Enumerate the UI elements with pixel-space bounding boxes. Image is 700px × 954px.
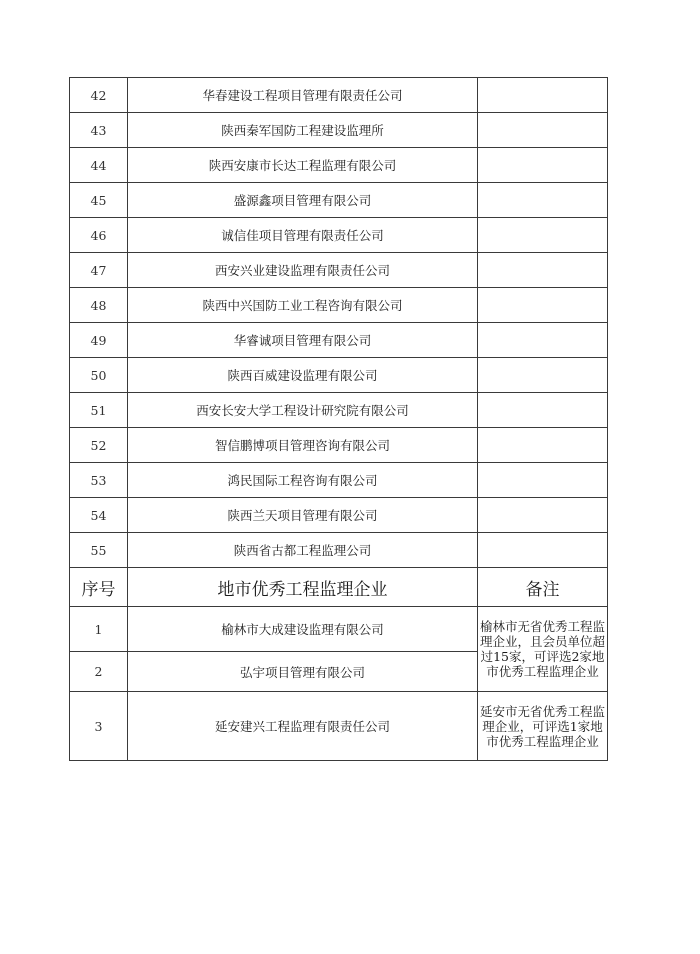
row-remark [478, 253, 608, 288]
company-name: 陕西省古都工程监理公司 [128, 533, 478, 568]
row-number: 47 [70, 253, 128, 288]
row-remark [478, 183, 608, 218]
table-row [70, 78, 608, 113]
table-row [70, 253, 608, 288]
row-remark [478, 288, 608, 323]
company-name: 华春建设工程项目管理有限责任公司 [128, 78, 478, 113]
row-number: 44 [70, 148, 128, 183]
table-row [70, 323, 608, 358]
table-row [70, 113, 608, 148]
table-row [70, 288, 608, 323]
table-row [70, 533, 608, 568]
header-serial-number: 序号 [70, 568, 128, 607]
table-row [70, 218, 608, 253]
table-row [70, 607, 608, 652]
company-name: 陕西中兴国防工业工程咨询有限公司 [128, 288, 478, 323]
company-name: 西安兴业建设监理有限责任公司 [128, 253, 478, 288]
row-number: 43 [70, 113, 128, 148]
row-remark [478, 498, 608, 533]
company-name: 陕西秦军国防工程建设监理所 [128, 113, 478, 148]
row-remark [478, 358, 608, 393]
row-remark [478, 463, 608, 498]
company-name: 陕西百威建设监理有限公司 [128, 358, 478, 393]
table-row [70, 183, 608, 218]
row-number: 54 [70, 498, 128, 533]
table-row [70, 393, 608, 428]
table-row [70, 463, 608, 498]
row-number: 46 [70, 218, 128, 253]
company-name: 延安建兴工程监理有限责任公司 [128, 692, 478, 761]
yanan-note: 延安市无省优秀工程监理企业，可评选1家地市优秀工程监理企业 [478, 692, 608, 761]
row-number: 51 [70, 393, 128, 428]
row-remark [478, 393, 608, 428]
company-name: 智信鹏博项目管理咨询有限公司 [128, 428, 478, 463]
company-name: 陕西安康市长达工程监理有限公司 [128, 148, 478, 183]
section-header-row [70, 568, 608, 607]
table-row [70, 358, 608, 393]
row-remark [478, 533, 608, 568]
row-number: 49 [70, 323, 128, 358]
row-number: 3 [70, 692, 128, 761]
yulin-note: 榆林市无省优秀工程监理企业，且会员单位超过15家，可评选2家地市优秀工程监理企业 [478, 607, 608, 692]
row-number: 42 [70, 78, 128, 113]
company-name: 盛源鑫项目管理有限公司 [128, 183, 478, 218]
table-row [70, 148, 608, 183]
company-name: 西安长安大学工程设计研究院有限公司 [128, 393, 478, 428]
company-name: 榆林市大成建设监理有限公司 [128, 607, 478, 652]
row-number: 48 [70, 288, 128, 323]
header-remark: 备注 [478, 568, 608, 607]
header-company-name: 地市优秀工程监理企业 [128, 568, 478, 607]
company-name: 诚信佳项目管理有限责任公司 [128, 218, 478, 253]
table-row [70, 692, 608, 761]
table-row [70, 428, 608, 463]
company-table [69, 77, 608, 761]
row-number: 53 [70, 463, 128, 498]
row-number: 55 [70, 533, 128, 568]
company-name: 陕西兰天项目管理有限公司 [128, 498, 478, 533]
row-remark [478, 218, 608, 253]
row-remark [478, 78, 608, 113]
row-number: 45 [70, 183, 128, 218]
row-number: 50 [70, 358, 128, 393]
company-name: 鸿民国际工程咨询有限公司 [128, 463, 478, 498]
row-remark [478, 113, 608, 148]
row-number: 52 [70, 428, 128, 463]
row-remark [478, 428, 608, 463]
row-number: 1 [70, 607, 128, 652]
company-name: 弘宇项目管理有限公司 [128, 652, 478, 692]
row-remark [478, 148, 608, 183]
company-name: 华睿诚项目管理有限公司 [128, 323, 478, 358]
table-row [70, 498, 608, 533]
row-remark [478, 323, 608, 358]
row-number: 2 [70, 652, 128, 692]
